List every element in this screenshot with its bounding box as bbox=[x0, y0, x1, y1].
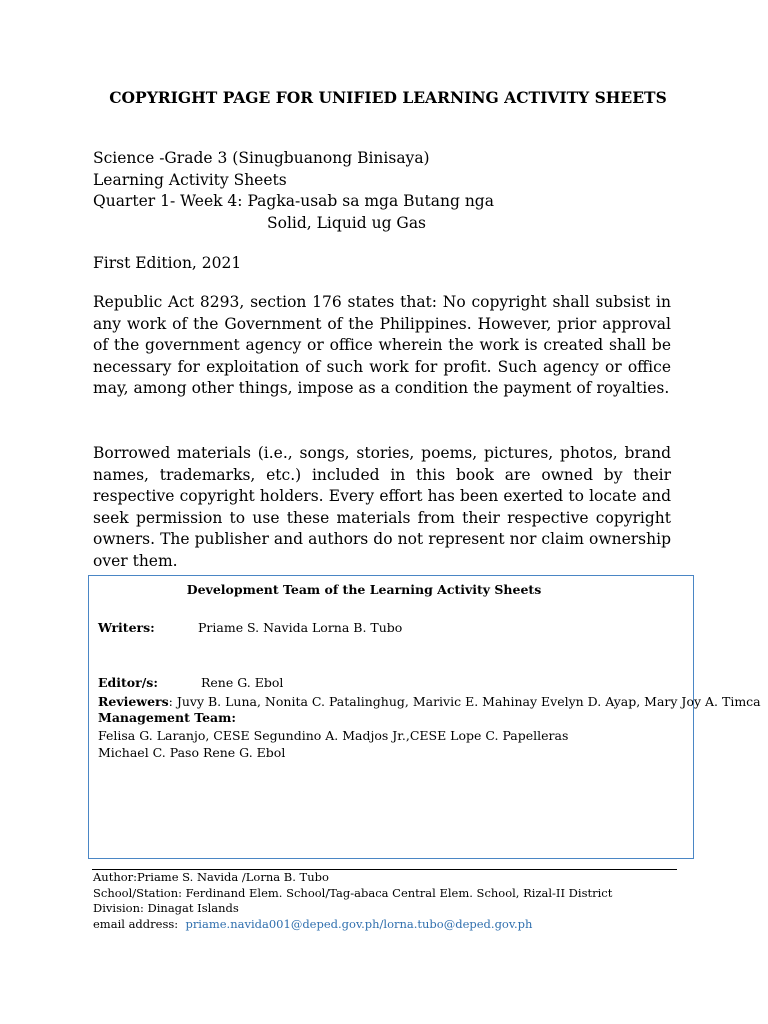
team-heading: Development Team of the Learning Activity Sheets bbox=[186, 582, 542, 597]
footer-division: Division: Dinagat Islands bbox=[93, 901, 239, 915]
management-line-2: Michael C. Paso Rene G. Ebol bbox=[98, 745, 286, 760]
page-title: COPYRIGHT PAGE FOR UNIFIED LEARNING ACTIVITY SHEETS bbox=[109, 88, 667, 107]
subject-block bbox=[93, 148, 671, 234]
reviewers-row bbox=[98, 694, 761, 710]
republic-act-paragraph: Republic Act 8293, section 176 states that: No copyright shall subsist in any work of the Government of the Philippines. However, prior approval of the government agency or office wherein the work is created shall be necessary for exploitation of such work for profit. Such agency or office may, among other things, impose as a condition the payment of royalties. bbox=[93, 293, 671, 397]
management-label: Management Team: bbox=[98, 710, 236, 725]
footer-email-row bbox=[93, 917, 612, 933]
writers-row bbox=[98, 620, 402, 636]
editor-value: Rene G. Ebol bbox=[201, 675, 284, 690]
reviewers-label: Reviewers bbox=[98, 694, 169, 709]
writers-label: Writers: bbox=[98, 620, 155, 635]
writers-value: Priame S. Navida Lorna B. Tubo bbox=[198, 620, 403, 635]
edition: First Edition, 2021 bbox=[93, 254, 242, 272]
footer-author: Author:Priame S. Navida /Lorna B. Tubo bbox=[93, 870, 329, 884]
subject-line-3: Quarter 1- Week 4: Pagka-usab sa mga Butang nga bbox=[93, 192, 494, 210]
email-link[interactable]: priame.navida001@deped.gov.ph/lorna.tubo@deped.gov.ph bbox=[185, 916, 533, 931]
subject-line-2: Learning Activity Sheets bbox=[93, 170, 287, 189]
editor-row bbox=[98, 675, 283, 691]
subject-line-1: Science -Grade 3 (Sinugbuanong Binisaya) bbox=[93, 149, 430, 167]
borrowed-materials-paragraph: Borrowed materials (i.e., songs, stories, poems, pictures, photos, brand names, trademarks, etc.) included in this book are owned by their respective copyright holders. Every effort has been exerted to locate and seek permission to use these materials from their respective copyright owners. The publisher and authors do not represent nor claim ownership over them. bbox=[93, 444, 671, 570]
development-team-box bbox=[88, 575, 761, 859]
email-label: email address: bbox=[93, 916, 179, 931]
subject-line-4: Solid, Liquid ug Gas bbox=[267, 213, 427, 232]
reviewers-value: : Juvy B. Luna, Nonita C. Patalinghug, Marivic E. Mahinay Evelyn D. Ayap, Mary Joy A. Timca bbox=[168, 694, 761, 709]
management-line-1: Felisa G. Laranjo, CESE Segundino A. Madjos Jr.,CESE Lope C. Papelleras bbox=[98, 728, 569, 743]
footer-info bbox=[93, 870, 612, 932]
management-label-row bbox=[98, 710, 236, 726]
editor-label: Editor/s: bbox=[98, 675, 158, 690]
footer-school: School/Station: Ferdinand Elem. School/Tag-abaca Central Elem. School, Rizal-II District bbox=[93, 885, 613, 900]
